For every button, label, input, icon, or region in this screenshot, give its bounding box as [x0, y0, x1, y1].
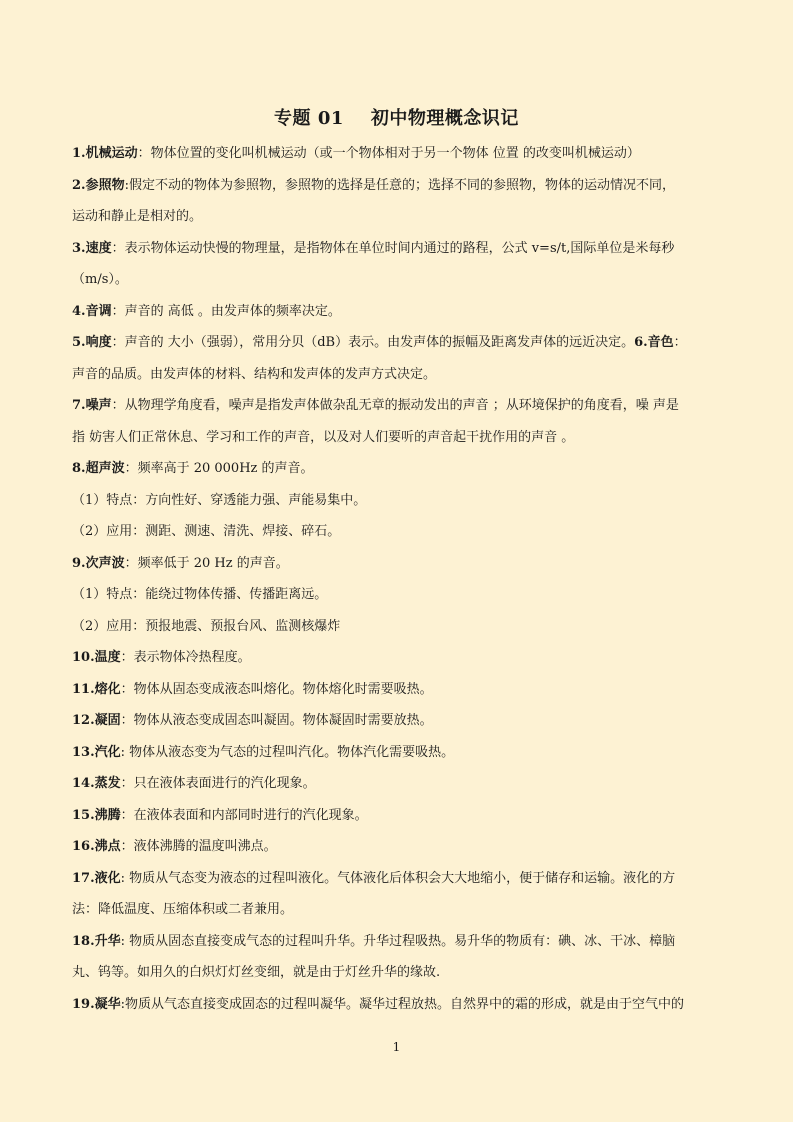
- text-line: [72, 836, 722, 868]
- term-heading: 19.凝华: [72, 996, 121, 1012]
- text-line: [72, 175, 722, 207]
- text-run: （2）应用：测距、测速、清洗、焊接、碎石。: [72, 524, 341, 539]
- text-line: [72, 616, 722, 648]
- text-line: [72, 301, 722, 333]
- term-heading: 4.音调: [72, 303, 112, 319]
- term-heading: 8.超声波: [72, 461, 125, 476]
- text-run: ：从物理学角度看，噪声是指发声体做杂乱无章的振动发出的声音 ；从环境保护的角度看，噪 声是: [111, 398, 679, 413]
- term-heading: 5.响度: [72, 335, 112, 350]
- text-run: ：在液体表面和内部同时进行的汽化现象。: [120, 807, 368, 823]
- text-line: [72, 427, 722, 459]
- term-heading: 7.噪声: [72, 398, 112, 413]
- text-line: [72, 143, 722, 175]
- text-line: [72, 868, 722, 900]
- text-line: [72, 490, 722, 522]
- term-heading: 1.机械运动: [72, 146, 138, 161]
- text-run: ：液体沸腾的温度叫沸点。: [120, 839, 277, 854]
- text-line: [72, 458, 722, 490]
- document-body: [72, 143, 722, 1025]
- text-run: ：频率低于 20 Hz 的声音。: [124, 555, 289, 571]
- term-heading: 16.沸点: [72, 839, 121, 854]
- term-heading: 2.参照物: [72, 177, 125, 193]
- text-run: （1）特点：能绕过物体传播、传播距离远。: [72, 587, 328, 602]
- text-run: （1）特点：方向性好、穿透能力强、声能易集中。: [72, 492, 367, 508]
- text-run: : 物质从气态变为液态的过程叫液化。气体液化后体积会大大地缩小，便于储存和运输。液化的方: [120, 870, 676, 886]
- document-title: 专题 01 初中物理概念识记: [274, 108, 519, 129]
- text-line: [72, 805, 722, 837]
- text-run: :假定不动的物体为参照物，参照物的选择是任意的；选择不同的参照物，物体的运动情况不同，: [124, 177, 675, 193]
- term-heading: 10.温度: [72, 650, 121, 665]
- text-line: [72, 553, 722, 585]
- term-heading: 14.蒸发: [72, 776, 121, 791]
- text-line: [72, 521, 722, 553]
- term-heading: 13.汽化: [72, 744, 121, 760]
- text-run: ：声音的 高低 。由发声体的频率决定。: [111, 303, 341, 319]
- term-heading: 6.音色: [634, 335, 674, 350]
- text-run: 法：降低温度、压缩体积或二者兼用。: [72, 902, 294, 917]
- text-line: [72, 710, 722, 742]
- text-line: [72, 931, 722, 963]
- text-line: [72, 742, 722, 774]
- term-heading: 12.凝固: [72, 713, 121, 728]
- term-heading: 17.液化: [72, 870, 121, 886]
- text-line: [72, 962, 722, 994]
- text-line: [72, 647, 722, 679]
- term-heading: 3.速度: [72, 240, 112, 256]
- term-heading: 11.熔化: [72, 681, 121, 697]
- text-line: [72, 994, 722, 1026]
- text-run: ：表示物体冷热程度。: [120, 650, 251, 665]
- text-line: [72, 206, 722, 238]
- text-run: ：物体从液态变成固态叫凝固。物体凝固时需要放热。: [120, 713, 433, 728]
- text-line: [72, 679, 722, 711]
- text-run: 声音的品质。由发声体的材料、结构和发声体的发声方式决定。: [72, 366, 437, 382]
- text-run: 运动和静止是相对的。: [72, 209, 203, 224]
- text-run: ：表示物体运动快慢的物理量，是指物体在单位时间内通过的路程，公式 v=s/t,国际单位是米每秒: [111, 240, 675, 256]
- text-run: :物质从气态直接变成固态的过程叫凝华。凝华过程放热。自然界中的霜的形成，就是由于空气中的: [120, 996, 685, 1012]
- term-heading: 15.沸腾: [72, 807, 121, 823]
- text-run: : 物体从液态变为气态的过程叫汽化。物体汽化需要吸热。: [120, 744, 455, 760]
- text-run: ：只在液体表面进行的汽化现象。: [120, 776, 316, 791]
- text-run: : 物质从固态直接变成气态的过程叫升华。升华过程吸热。易升华的物质有：碘、冰、干冰、樟脑: [120, 933, 676, 949]
- text-run: ：物体位置的变化叫机械运动（或一个物体相对于另一个物体 位置 的改变叫机械运动）: [137, 146, 640, 161]
- text-line: [72, 364, 722, 396]
- text-line: [72, 269, 722, 301]
- text-line: [72, 584, 722, 616]
- text-line: [72, 899, 722, 931]
- text-line: [72, 238, 722, 270]
- text-line: [72, 332, 722, 364]
- text-line: [72, 773, 722, 805]
- text-run: ：物体从固态变成液态叫熔化。物体熔化时需要吸热。: [120, 681, 433, 697]
- text-run: （2）应用：预报地震、预报台风、监测核爆炸: [72, 618, 341, 634]
- text-run: 指 妨害人们正常休息、学习和工作的声音，以及对人们要听的声音起干扰作用的声音 。: [72, 429, 575, 445]
- text-run: ：频率高于 20 000Hz 的声音。: [124, 461, 314, 476]
- text-run: ：: [673, 335, 687, 350]
- text-run: ：声音的 大小（强弱），常用分贝（dB）表示。由发声体的振幅及距离发声体的远近决定。: [111, 335, 635, 350]
- text-run: 丸、钨等。如用久的白炽灯灯丝变细，就是由于灯丝升华的缘故.: [72, 965, 441, 980]
- text-run: （m/s）。: [72, 272, 128, 287]
- text-line: [72, 395, 722, 427]
- page-number: 1: [392, 1040, 401, 1054]
- term-heading: 18.升华: [72, 933, 121, 949]
- term-heading: 9.次声波: [72, 555, 125, 571]
